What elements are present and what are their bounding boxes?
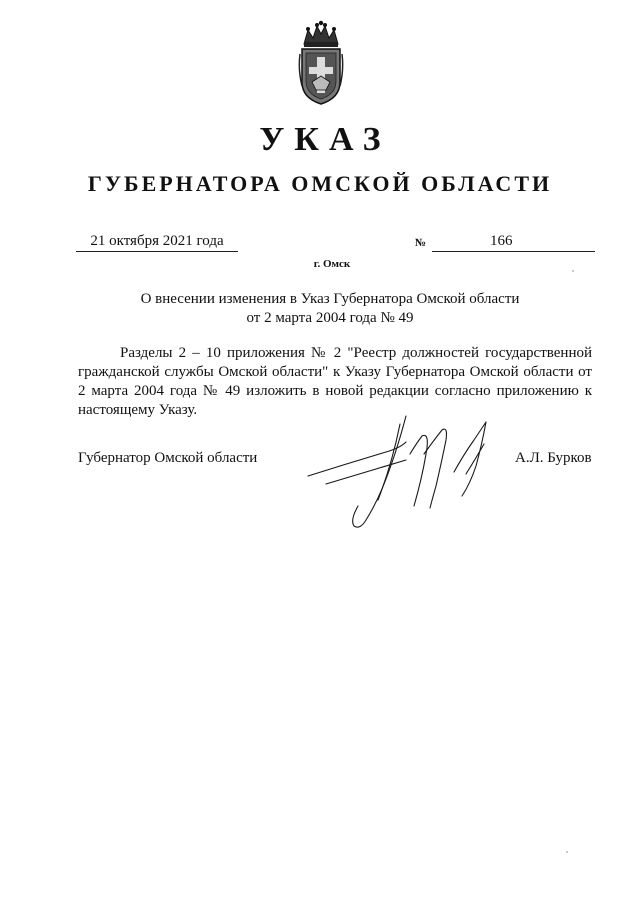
subject-line-1: О внесении изменения в Указ Губернатора Омской области xyxy=(140,291,520,307)
coat-of-arms-icon xyxy=(298,20,344,106)
decree-body-paragraph: Разделы 2 – 10 приложения № 2 "Реестр должностей государственной гражданской службы Омской области" к Указу Губернатора Омской области от 2 марта 2004 года № 49 изложить в новой редакции согласно приложению к настоящему Указу. xyxy=(78,345,592,418)
signatory-name: А.Л. Бурков xyxy=(515,450,592,466)
signatory-position: Губернатор Омской области xyxy=(78,450,258,466)
scan-speck xyxy=(572,270,574,272)
decree-subject xyxy=(100,290,560,328)
decree-date: 21 октября 2021 года xyxy=(76,231,238,252)
subject-line-2: от 2 марта 2004 года № 49 xyxy=(246,310,414,326)
number-label: № xyxy=(415,237,427,249)
city-label: г. Омск xyxy=(313,258,351,270)
decree-number: 166 xyxy=(490,233,513,249)
document-subtitle: ГУБЕРНАТОРА ОМСКОЙ ОБЛАСТИ xyxy=(87,171,553,196)
handwritten-signature xyxy=(306,414,506,534)
decree-number-field xyxy=(432,231,595,252)
document-title: УКАЗ xyxy=(259,121,391,158)
scan-speck xyxy=(566,851,568,853)
